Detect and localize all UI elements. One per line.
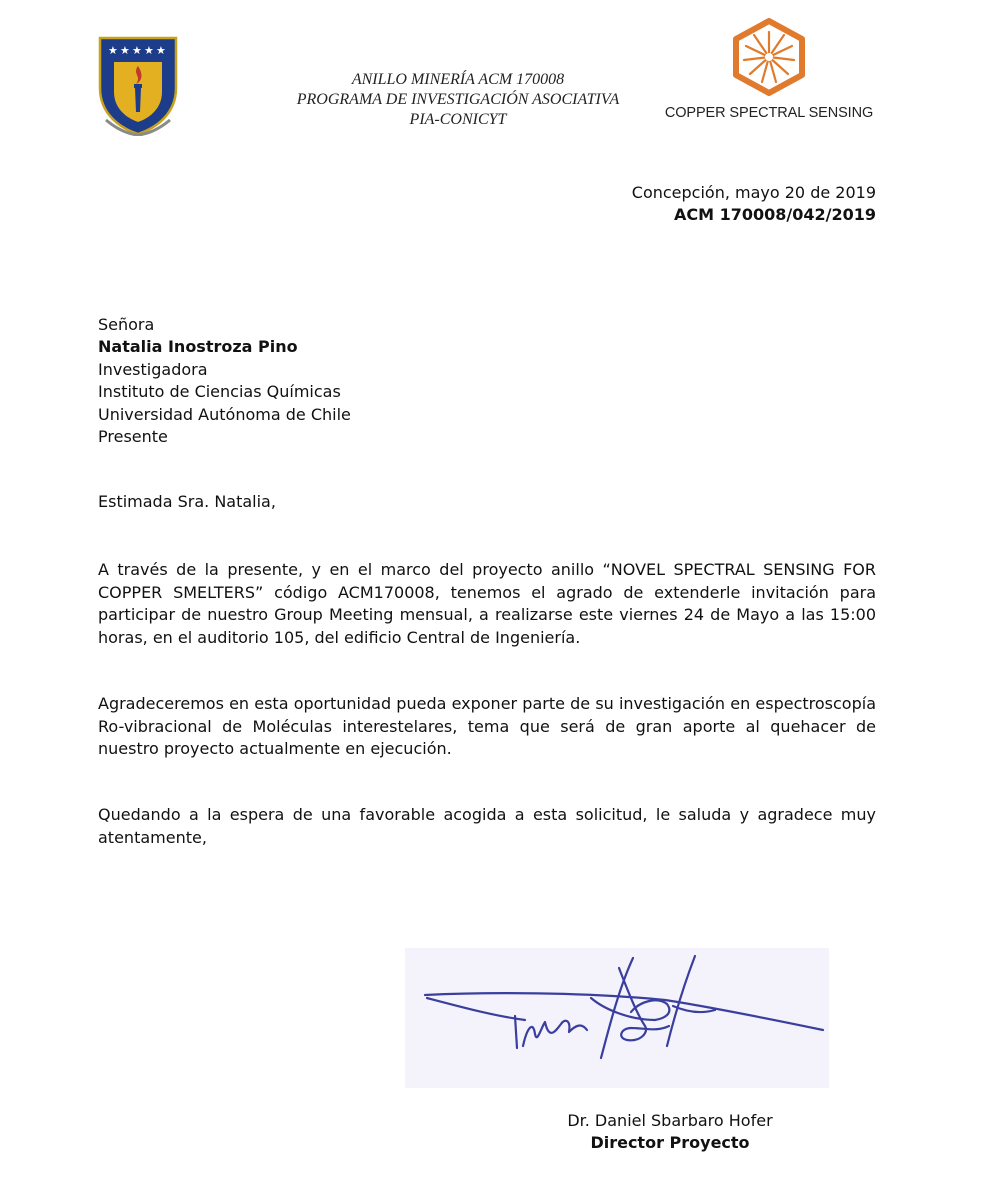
header-program-title xyxy=(236,70,680,130)
svg-text:★: ★ xyxy=(108,44,118,57)
signer-title: Director Proyecto xyxy=(590,1133,750,1152)
header-line-2: PROGRAMA DE INVESTIGACIÓN ASOCIATIVA xyxy=(296,91,620,108)
header-line-1: ANILLO MINERÍA ACM 170008 xyxy=(351,71,565,88)
header-line-3: PIA-CONICYT xyxy=(409,111,507,128)
greeting: Estimada Sra. Natalia, xyxy=(98,492,276,511)
copper-spectral-sensing-label: COPPER SPECTRAL SENSING xyxy=(664,105,874,121)
addressee-salutation: Señora xyxy=(98,315,155,334)
body-paragraph-invitation: A través de la presente, y en el marco del proyecto anillo “NOVEL SPECTRAL SENSING FOR COPPER SMELTERS” código ACM170008, tenemos el agrado de extenderle invitación para participar de nuestro Group Meeting mensual, a realizarse este viernes 24 de Mayo a las 15:00 horas, en el auditorio 105, del edificio Central de Ingeniería. xyxy=(98,560,876,647)
addressee-university: Universidad Autónoma de Chile xyxy=(98,404,351,424)
reference-number: ACM 170008/042/2019 xyxy=(673,205,876,224)
body-paragraph-request: Agradeceremos en esta oportunidad pueda exponer parte de su investigación en espectroscopía Ro-vibracional de Moléculas interestelares, tema que será de gran aporte al quehacer de nuestro proyecto actualmente en ejecución. xyxy=(98,694,876,759)
body-paragraph-closing: Quedando a la espera de una favorable acogida a esta solicitud, le saluda y agradece muy atentamente, xyxy=(98,805,876,847)
addressee-name: Natalia Inostroza Pino xyxy=(98,337,298,357)
handwritten-signature xyxy=(405,948,829,1088)
svg-text:★: ★ xyxy=(156,44,166,57)
copper-spectral-sensing-logo xyxy=(730,18,808,96)
addressee-role: Investigadora xyxy=(98,359,208,379)
date-line: Concepción, mayo 20 de 2019 xyxy=(631,183,876,202)
svg-text:★: ★ xyxy=(120,44,130,57)
signer-name: Dr. Daniel Sbarbaro Hofer xyxy=(567,1111,773,1130)
date-reference-block xyxy=(632,182,876,226)
university-shield-logo xyxy=(96,36,180,136)
addressee-presente: Presente xyxy=(98,427,168,447)
svg-text:★: ★ xyxy=(144,44,154,57)
svg-text:★: ★ xyxy=(132,44,142,57)
addressee-block xyxy=(98,314,351,448)
addressee-institute: Instituto de Ciencias Químicas xyxy=(98,382,341,402)
signer-block xyxy=(520,1110,820,1154)
